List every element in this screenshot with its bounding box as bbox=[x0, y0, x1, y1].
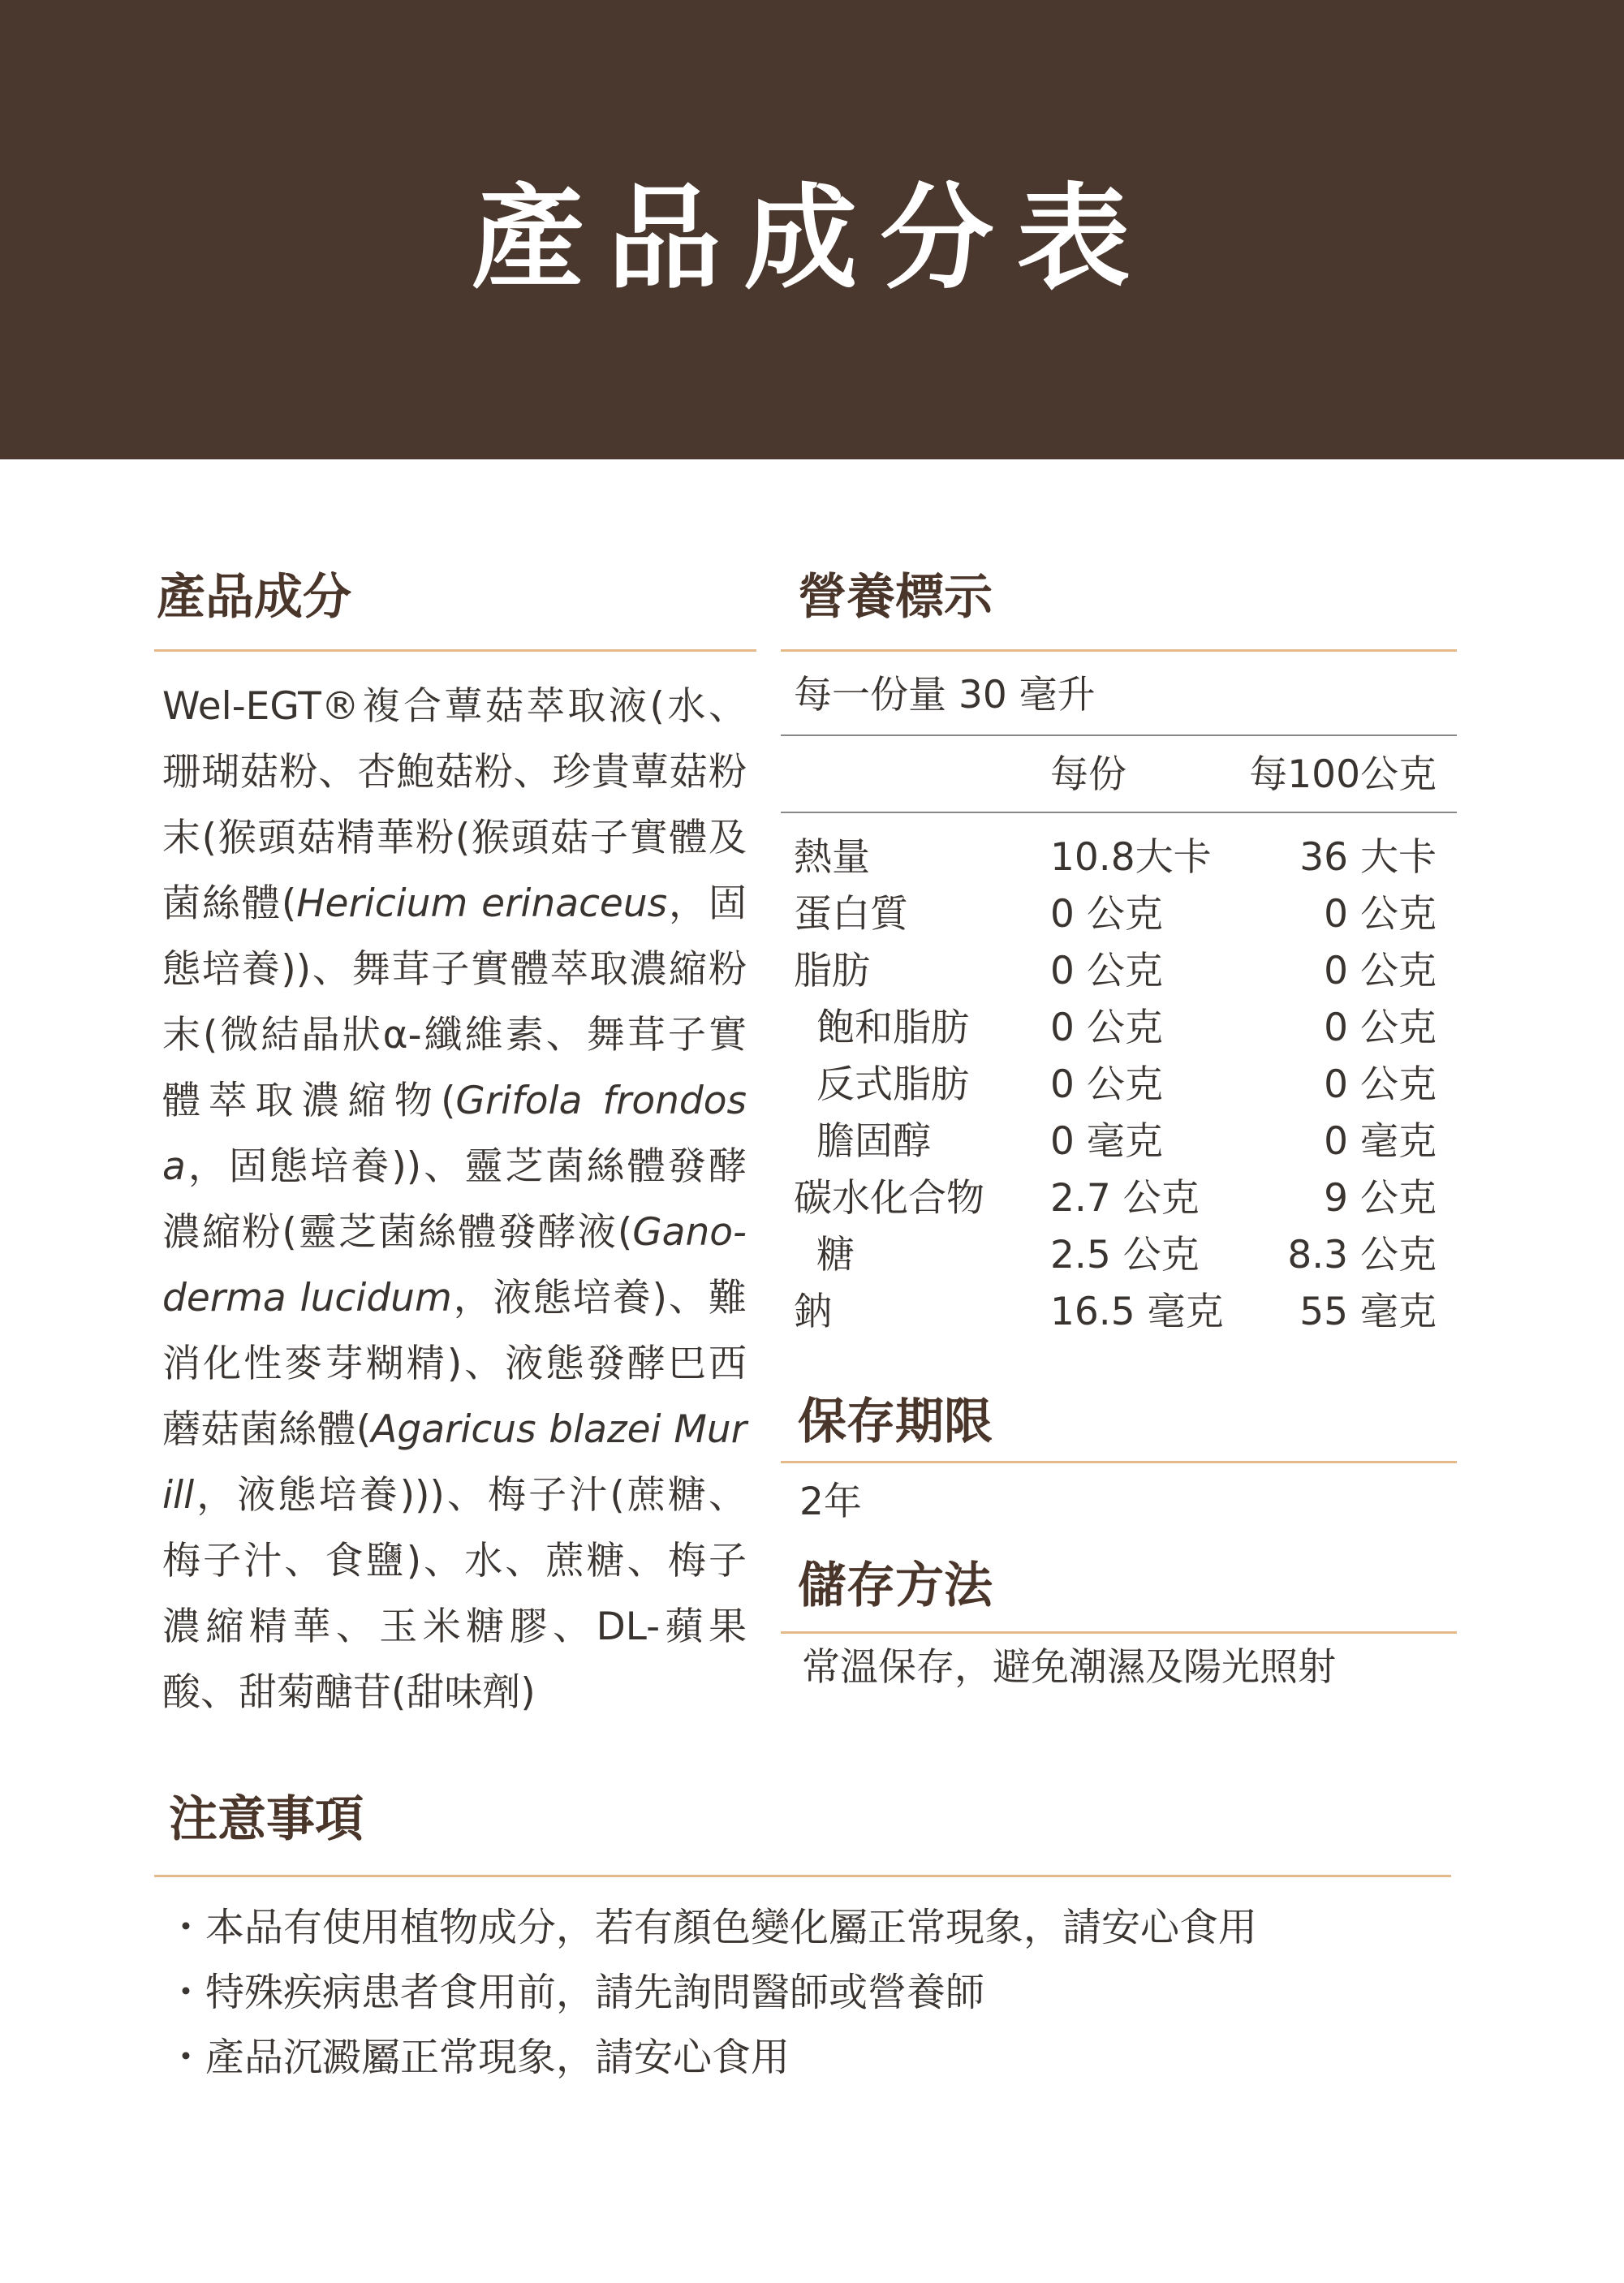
notes-divider bbox=[154, 1875, 1451, 1877]
ingredients-part: ，液態培養)、難消化性麥芽糊精)、液態發酵巴西蘑菇菌絲體( bbox=[162, 1276, 747, 1452]
nutrient-name: 飽和脂肪 bbox=[816, 1006, 969, 1050]
col-per-serving: 每份 bbox=[1050, 752, 1126, 797]
storage-value: 常溫保存，避免潮濕及陽光照射 bbox=[802, 1645, 1336, 1690]
serving-size: 每一份量 30 毫升 bbox=[794, 673, 1096, 717]
ingredients-text bbox=[162, 674, 747, 1725]
header-banner bbox=[0, 0, 1624, 459]
bullet: ・ bbox=[166, 2035, 206, 2080]
bullet: ・ bbox=[166, 1970, 206, 2015]
storage-divider bbox=[781, 1631, 1457, 1634]
per-100-value: 0 公克 bbox=[1324, 1006, 1437, 1050]
per-100-value: 36 大卡 bbox=[1299, 835, 1437, 880]
nutrient-name: 糖 bbox=[816, 1233, 855, 1277]
nutrient-name: 反式脂肪 bbox=[816, 1062, 969, 1107]
storage-heading: 儲存方法 bbox=[798, 1557, 993, 1614]
per-100-value: 0 公克 bbox=[1324, 949, 1437, 993]
note-text: 產品沉澱屬正常現象，請安心食用 bbox=[205, 2035, 790, 2080]
per-serving-value: 0 公克 bbox=[1050, 892, 1163, 937]
page-title: 產品成分表 bbox=[471, 173, 1153, 305]
note-item bbox=[166, 2029, 790, 2086]
nutrition-divider bbox=[781, 649, 1457, 652]
nutrition-row-sugar bbox=[794, 1227, 1437, 1284]
per-serving-value: 0 公克 bbox=[1050, 1062, 1163, 1107]
nutrient-name: 脂肪 bbox=[794, 949, 870, 993]
nutrition-row-sodium bbox=[794, 1284, 1437, 1341]
shelf-life-heading: 保存期限 bbox=[798, 1393, 993, 1450]
per-serving-value: 16.5 毫克 bbox=[1050, 1290, 1224, 1334]
col-per-100: 每100公克 bbox=[1249, 752, 1437, 797]
nutrition-row-fat bbox=[794, 943, 1437, 1000]
per-100-value: 0 公克 bbox=[1324, 892, 1437, 937]
per-serving-value: 2.7 公克 bbox=[1050, 1176, 1200, 1221]
per-serving-value: 10.8大卡 bbox=[1050, 835, 1212, 880]
nutrient-name: 膽固醇 bbox=[816, 1119, 931, 1164]
per-100-value: 55 毫克 bbox=[1299, 1290, 1437, 1334]
per-100-value: 0 公克 bbox=[1324, 1062, 1437, 1107]
per-serving-value: 2.5 公克 bbox=[1050, 1233, 1200, 1277]
nutrition-row-carbohydrate bbox=[794, 1170, 1437, 1227]
ingredients-part-latin: Hericium erinaceus bbox=[296, 881, 668, 926]
per-serving-value: 0 毫克 bbox=[1050, 1119, 1163, 1164]
ingredients-part-latin: Agaricus blazei Murill bbox=[162, 1407, 747, 1518]
shelf-life-value: 2年 bbox=[799, 1480, 862, 1524]
nutrition-heading: 營養標示 bbox=[798, 569, 993, 626]
header-divider bbox=[781, 812, 1457, 813]
per-100-value: 9 公克 bbox=[1324, 1176, 1437, 1221]
note-text: 本品有使用植物成分，若有顏色變化屬正常現象，請安心食用 bbox=[205, 1905, 1258, 1950]
nutrient-name: 蛋白質 bbox=[794, 892, 908, 937]
per-100-value: 8.3 公克 bbox=[1287, 1233, 1437, 1277]
ingredients-part: Wel-EGT®複合蕈菇萃取液(水、珊瑚菇粉、杏鮑菇粉、珍貴蕈菇粉末(猴頭菇精華粉(猴頭菇子實體及菌絲體( bbox=[162, 684, 747, 926]
ingredients-divider bbox=[154, 649, 756, 652]
ingredients-part: ，液態培養)))、梅子汁(蔗糖、梅子汁、食鹽)、水、蔗糖、梅子濃縮精華、玉米糖膠、DL-蘋果酸、甜菊醣苷(甜味劑) bbox=[162, 1473, 747, 1715]
nutrition-row-protein bbox=[794, 886, 1437, 943]
nutrient-name: 熱量 bbox=[794, 835, 870, 880]
nutrition-row-trans-fat bbox=[794, 1057, 1437, 1114]
nutrition-row-cholesterol bbox=[794, 1114, 1437, 1170]
note-item bbox=[166, 1964, 984, 2021]
nutrition-row-energy bbox=[794, 829, 1437, 886]
serving-divider bbox=[781, 734, 1457, 736]
ingredients-heading: 產品成分 bbox=[157, 569, 351, 626]
per-serving-value: 0 公克 bbox=[1050, 949, 1163, 993]
ingredients-part: ，固態培養))、靈芝菌絲體發酵濃縮粉(靈芝菌絲體發酵液( bbox=[162, 1144, 747, 1255]
ingredients-part-latin: Grifola frondosa bbox=[162, 1079, 747, 1189]
ingredients-part-latin: Gano-derma lucidum bbox=[162, 1210, 747, 1320]
nutrient-name: 鈉 bbox=[794, 1290, 832, 1334]
note-text: 特殊疾病患者食用前，請先詢問醫師或營養師 bbox=[205, 1970, 985, 2015]
nutrition-row-saturated-fat bbox=[794, 1000, 1437, 1057]
ingredients-part: ，固態培養))、舞茸子實體萃取濃縮粉末(微結晶狀α-纖維素、舞茸子實體萃取濃縮物( bbox=[162, 881, 747, 1123]
nutrient-name: 碳水化合物 bbox=[794, 1176, 984, 1221]
shelf-life-divider bbox=[781, 1461, 1457, 1463]
per-serving-value: 0 公克 bbox=[1050, 1006, 1163, 1050]
notes-heading: 注意事項 bbox=[169, 1791, 364, 1848]
per-100-value: 0 毫克 bbox=[1324, 1119, 1437, 1164]
bullet: ・ bbox=[166, 1905, 206, 1950]
note-item bbox=[166, 1899, 1257, 1956]
